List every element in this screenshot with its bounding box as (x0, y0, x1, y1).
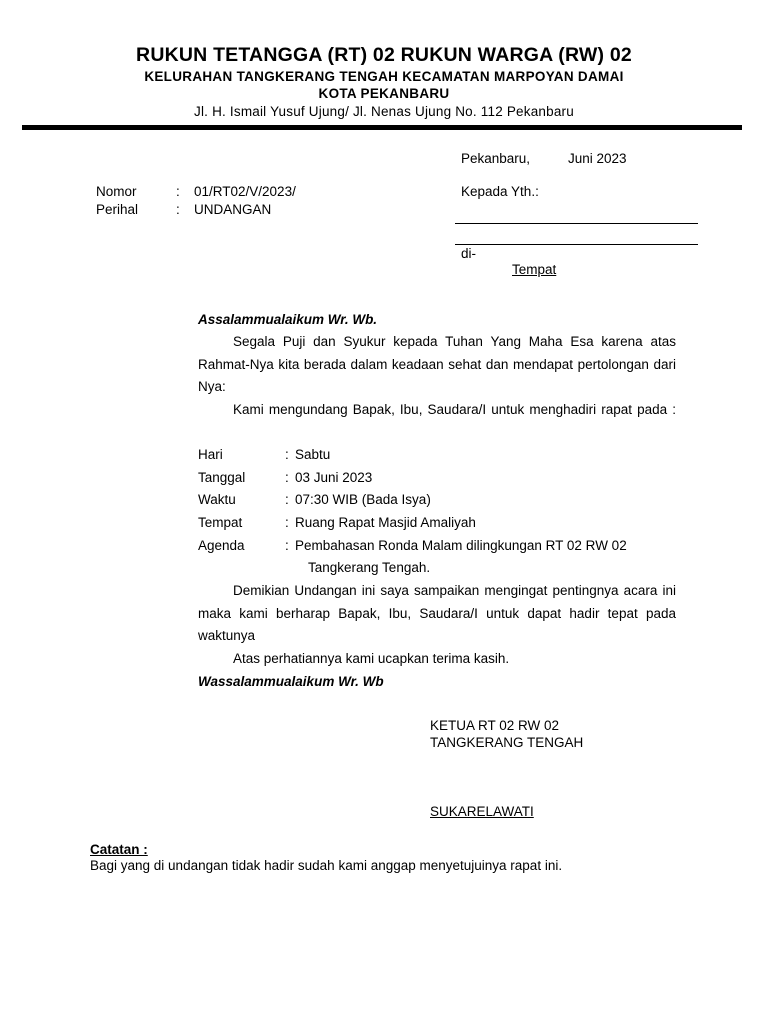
paragraph-opening: Segala Puji dan Syukur kepada Tuhan Yang Maha Esa karena atas Rahmat-Nya kita berada dalam keadaan sehat dan mendapat pertolongan dari Nya: (198, 334, 676, 395)
detail-row-waktu (198, 489, 678, 512)
paragraph-thanks: Atas perhatiannya kami ucapkan terima kasih. (233, 651, 510, 666)
letter-place: Pekanbaru, (461, 151, 531, 166)
detail-value: Pembahasan Ronda Malam dilingkungan RT 02 RW 02 (295, 538, 627, 553)
detail-value: Sabtu (295, 447, 331, 462)
nomor-label: Nomor (96, 184, 137, 199)
nomor-colon: : (176, 184, 180, 199)
signature-role-2: TANGKERANG TENGAH (430, 735, 584, 750)
letterhead-city: KOTA PEKANBARU (318, 86, 450, 101)
letterhead-address: Jl. H. Ismail Yusuf Ujung/ Jl. Nenas Ujung No. 112 Pekanbaru (194, 104, 574, 119)
closing-salutation: Wassalammualaikum Wr. Wb (198, 674, 384, 689)
detail-row-tempat (198, 512, 678, 535)
detail-value-continued: Tangkerang Tengah. (308, 560, 431, 575)
detail-row-agenda (198, 535, 678, 558)
detail-colon: : (285, 492, 289, 507)
letterhead-divider (22, 125, 742, 130)
detail-row-tanggal (198, 467, 678, 490)
detail-colon: : (285, 470, 289, 485)
addressee-label: Kepada Yth.: (461, 184, 539, 199)
addressee-tempat: Tempat (512, 262, 557, 277)
letterhead-kelurahan: KELURAHAN TANGKERANG TENGAH KECAMATAN MARPOYAN DAMAI (144, 69, 624, 84)
detail-colon: : (285, 538, 289, 553)
letterhead-title: RUKUN TETANGGA (RT) 02 RUKUN WARGA (RW) 02 (136, 44, 632, 66)
greeting: Assalammualaikum Wr. Wb. (198, 312, 378, 327)
note-text: Bagi yang di undangan tidak hadir sudah kami anggap menyetujuinya rapat ini. (90, 858, 563, 873)
signature-role-1: KETUA RT 02 RW 02 (430, 718, 560, 733)
note-label: Catatan : (90, 842, 148, 857)
detail-row-agenda-cont (198, 557, 678, 580)
perihal-label: Perihal (96, 202, 139, 217)
detail-value: 03 Juni 2023 (295, 470, 373, 485)
detail-label: Agenda (198, 538, 245, 553)
paragraph-closing: Demikian Undangan ini saya sampaikan mengingat pentingnya acara ini maka kami berharap Bapak, Ibu, Saudara/I untuk dapat hadir tepat pada waktunya (198, 583, 676, 644)
detail-label: Hari (198, 447, 223, 462)
perihal-value: UNDANGAN (194, 202, 272, 217)
signature-name: SUKARELAWATI (430, 804, 534, 819)
detail-colon: : (285, 447, 289, 462)
perihal-colon: : (176, 202, 180, 217)
detail-value: Ruang Rapat Masjid Amaliyah (295, 515, 476, 530)
addressee-line-2 (455, 244, 698, 245)
addressee-line-1 (455, 223, 698, 224)
detail-label: Waktu (198, 492, 236, 507)
detail-value: 07:30 WIB (Bada Isya) (295, 492, 431, 507)
detail-label: Tanggal (198, 470, 246, 485)
letter-date: Juni 2023 (568, 151, 627, 166)
paragraph-invitation: Kami mengundang Bapak, Ibu, Saudara/I untuk menghadiri rapat pada : (233, 402, 676, 417)
detail-colon: : (285, 515, 289, 530)
addressee-di: di- (461, 246, 477, 261)
detail-label: Tempat (198, 515, 243, 530)
detail-row-hari (198, 444, 678, 467)
nomor-value: 01/RT02/V/2023/ (194, 184, 296, 199)
